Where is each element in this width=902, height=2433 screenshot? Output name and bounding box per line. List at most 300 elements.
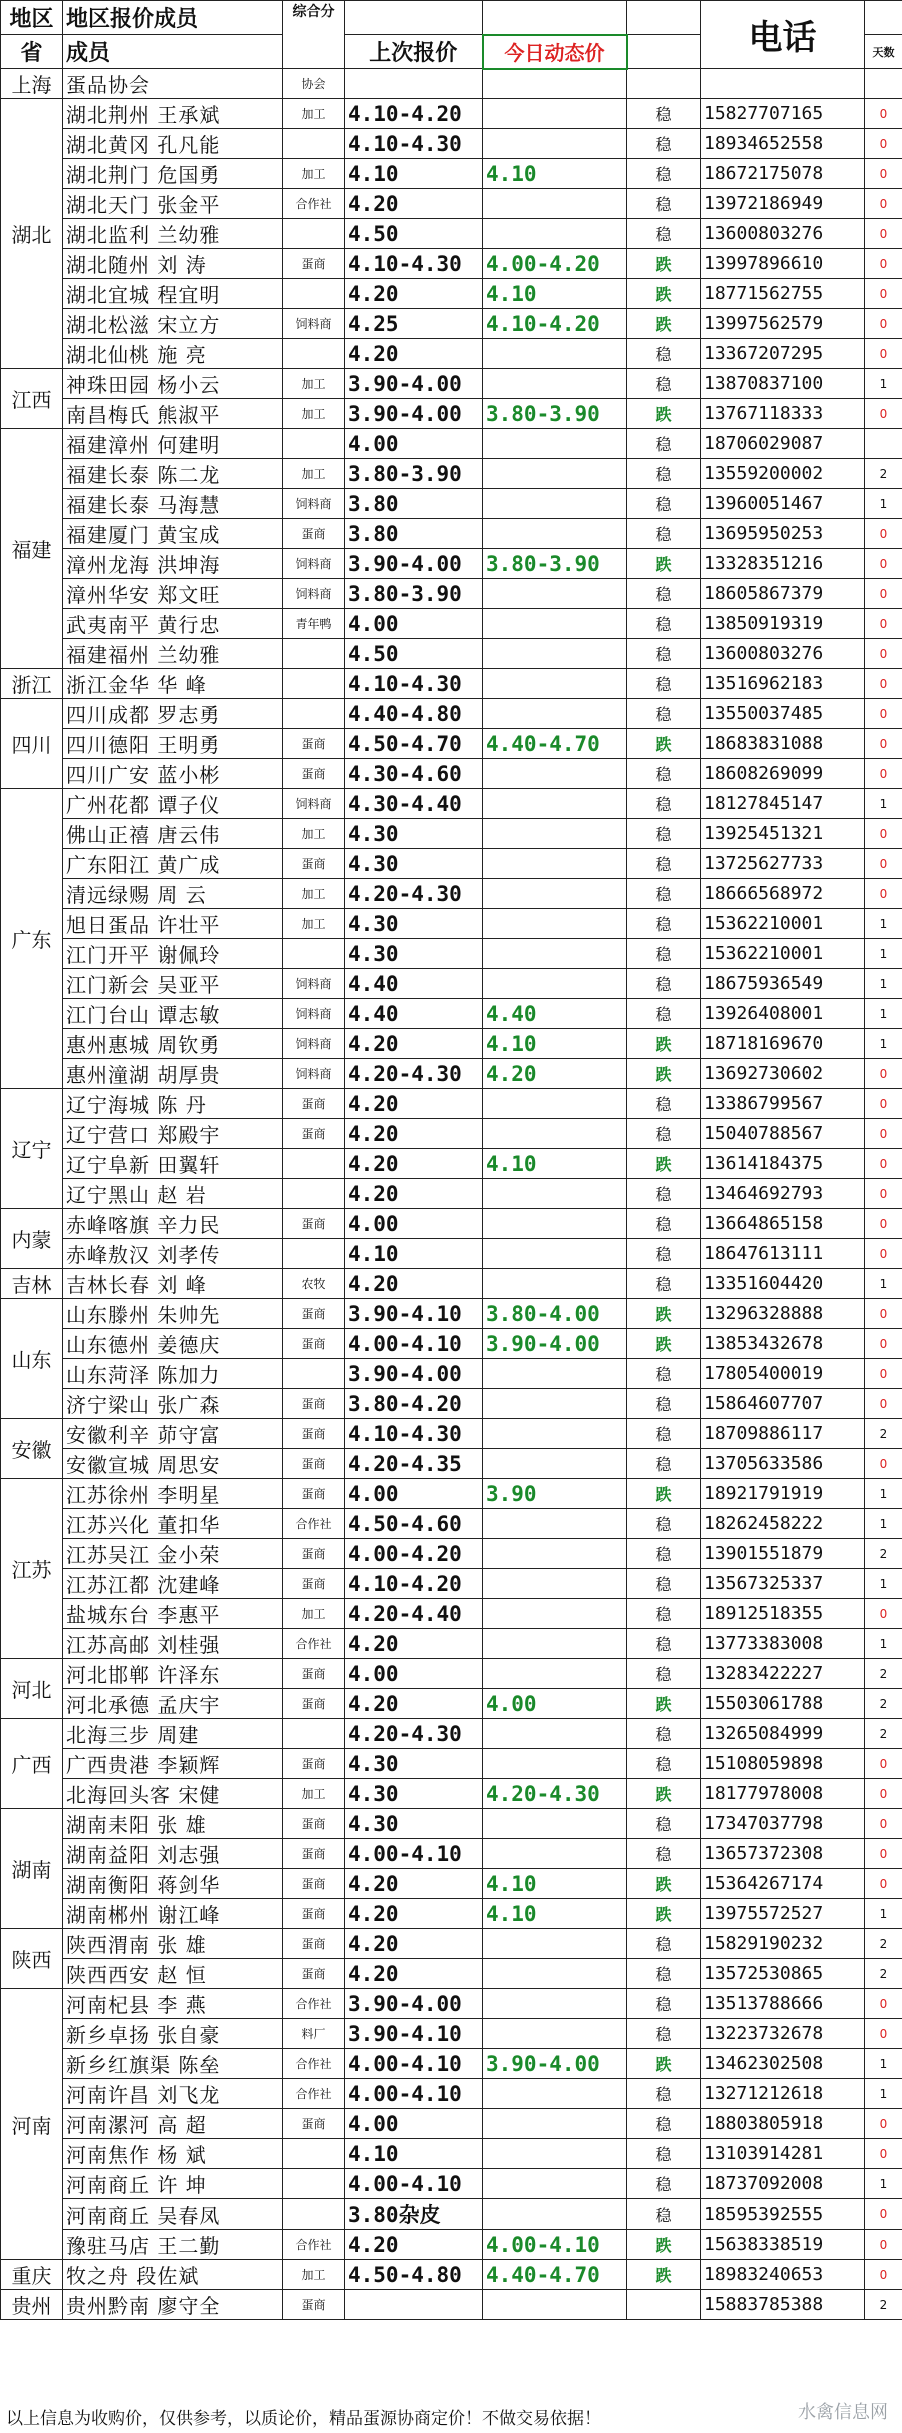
today-price-cell bbox=[483, 2199, 627, 2230]
trend-cell: 稳 bbox=[627, 459, 701, 489]
trend-cell: 稳 bbox=[627, 1659, 701, 1689]
trend-cell: 稳 bbox=[627, 1929, 701, 1959]
member-type-cell: 加工 bbox=[283, 1599, 345, 1629]
days-cell: 1 bbox=[865, 909, 902, 939]
days-cell: 0 bbox=[865, 849, 902, 879]
days-cell: 1 bbox=[865, 2169, 902, 2199]
phone-cell[interactable]: 13464692793 bbox=[701, 1179, 865, 1209]
header-region: 地区 bbox=[1, 1, 63, 35]
last-price-cell: 4.00-4.10 bbox=[345, 2079, 483, 2109]
trend-cell: 稳 bbox=[627, 969, 701, 999]
today-price-cell bbox=[483, 1989, 627, 2019]
trend-cell: 稳 bbox=[627, 1629, 701, 1659]
member-cell: 辽宁营口 郑殿宇 bbox=[63, 1119, 283, 1149]
days-cell: 1 bbox=[865, 369, 902, 399]
today-price-cell bbox=[483, 339, 627, 369]
today-price-cell bbox=[483, 1809, 627, 1839]
member-cell: 湖北黄冈 孔凡能 bbox=[63, 129, 283, 159]
last-price-cell bbox=[345, 2290, 483, 2320]
days-cell: 0 bbox=[865, 549, 902, 579]
member-type-cell: 蛋商 bbox=[283, 759, 345, 789]
today-price-cell bbox=[483, 1509, 627, 1539]
phone-cell[interactable]: 13695950253 bbox=[701, 519, 865, 549]
days-cell: 2 bbox=[865, 2290, 902, 2320]
header-blank-today bbox=[483, 1, 627, 35]
trend-cell: 稳 bbox=[627, 1449, 701, 1479]
today-price-cell: 3.90-4.00 bbox=[483, 2049, 627, 2079]
today-price-cell: 4.00-4.10 bbox=[483, 2230, 627, 2260]
phone-cell[interactable]: 13850919319 bbox=[701, 609, 865, 639]
header-province: 省 bbox=[1, 35, 63, 69]
table-row bbox=[1, 2079, 902, 2109]
trend-cell: 稳 bbox=[627, 1749, 701, 1779]
member-cell: 豫驻马店 王二勤 bbox=[63, 2230, 283, 2260]
phone-cell[interactable]: 13767118333 bbox=[701, 399, 865, 429]
phone-cell[interactable]: 13664865158 bbox=[701, 1209, 865, 1239]
last-price-cell: 4.10 bbox=[345, 159, 483, 189]
trend-cell: 跌 bbox=[627, 1899, 701, 1929]
days-cell: 1 bbox=[865, 1479, 902, 1509]
member-type-cell bbox=[283, 2139, 345, 2169]
phone-cell[interactable]: 13692730602 bbox=[701, 1059, 865, 1089]
member-type-cell bbox=[283, 669, 345, 699]
days-cell: 2 bbox=[865, 1959, 902, 1989]
last-price-cell: 4.20 bbox=[345, 1149, 483, 1179]
last-price-cell: 4.00 bbox=[345, 429, 483, 459]
today-price-cell: 4.10-4.20 bbox=[483, 309, 627, 339]
trend-cell: 稳 bbox=[627, 1959, 701, 1989]
member-type-cell: 蛋商 bbox=[283, 1539, 345, 1569]
phone-cell[interactable]: 13572530865 bbox=[701, 1959, 865, 1989]
last-price-cell: 3.80-3.90 bbox=[345, 459, 483, 489]
today-price-cell bbox=[483, 669, 627, 699]
last-price-cell: 4.30 bbox=[345, 819, 483, 849]
phone-cell[interactable]: 15108059898 bbox=[701, 1749, 865, 1779]
member-cell: 旭日蛋品 许壮平 bbox=[63, 909, 283, 939]
phone-cell[interactable]: 18262458222 bbox=[701, 1509, 865, 1539]
member-cell: 辽宁阜新 田翼轩 bbox=[63, 1149, 283, 1179]
today-price-cell: 4.10 bbox=[483, 1869, 627, 1899]
phone-cell[interactable]: 18912518355 bbox=[701, 1599, 865, 1629]
phone-cell[interactable]: 18921791919 bbox=[701, 1479, 865, 1509]
phone-cell[interactable]: 13513788666 bbox=[701, 1989, 865, 2019]
header-member: 地区报价成员 bbox=[63, 1, 283, 35]
days-cell: 0 bbox=[865, 1179, 902, 1209]
phone-cell[interactable]: 15364267174 bbox=[701, 1869, 865, 1899]
table-row bbox=[1, 2169, 902, 2199]
region-cell: 浙江 bbox=[1, 669, 63, 699]
table-row bbox=[1, 1569, 902, 1599]
member-type-cell: 加工 bbox=[283, 2260, 345, 2290]
last-price-cell: 4.20-4.40 bbox=[345, 1599, 483, 1629]
member-type-cell: 蛋商 bbox=[283, 1449, 345, 1479]
table-row bbox=[1, 1839, 902, 1869]
trend-cell: 稳 bbox=[627, 1419, 701, 1449]
member-type-cell: 蛋商 bbox=[283, 1299, 345, 1329]
today-price-cell bbox=[483, 1659, 627, 1689]
member-cell: 吉林长春 刘 峰 bbox=[63, 1269, 283, 1299]
today-price-cell bbox=[483, 939, 627, 969]
member-type-cell bbox=[283, 429, 345, 459]
member-type-cell bbox=[283, 279, 345, 309]
last-price-cell: 4.30 bbox=[345, 849, 483, 879]
trend-cell: 稳 bbox=[627, 639, 701, 669]
member-type-cell: 加工 bbox=[283, 399, 345, 429]
last-price-cell: 4.20 bbox=[345, 1689, 483, 1719]
days-cell: 0 bbox=[865, 399, 902, 429]
last-price-cell: 4.40 bbox=[345, 999, 483, 1029]
table-row bbox=[1, 909, 902, 939]
today-price-cell bbox=[483, 369, 627, 399]
member-cell: 福建厦门 黄宝成 bbox=[63, 519, 283, 549]
today-price-cell bbox=[483, 639, 627, 669]
phone-cell[interactable]: 13462302508 bbox=[701, 2049, 865, 2079]
table-body bbox=[1, 69, 902, 2320]
table-row bbox=[1, 489, 902, 519]
member-cell: 河北邯郸 许泽东 bbox=[63, 1659, 283, 1689]
phone-cell[interactable]: 18683831088 bbox=[701, 729, 865, 759]
table-row bbox=[1, 1989, 902, 2019]
member-cell: 蛋品协会 bbox=[63, 69, 283, 99]
member-cell: 赤峰喀旗 辛力民 bbox=[63, 1209, 283, 1239]
phone-cell[interactable]: 13559200002 bbox=[701, 459, 865, 489]
member-type-cell: 农牧 bbox=[283, 1269, 345, 1299]
trend-cell: 稳 bbox=[627, 369, 701, 399]
today-price-cell bbox=[483, 1839, 627, 1869]
phone-cell[interactable]: 18666568972 bbox=[701, 879, 865, 909]
trend-cell: 稳 bbox=[627, 579, 701, 609]
days-cell: 2 bbox=[865, 1929, 902, 1959]
table-row bbox=[1, 639, 902, 669]
member-cell: 湖南耒阳 张 雄 bbox=[63, 1809, 283, 1839]
region-cell: 湖南 bbox=[1, 1809, 63, 1929]
trend-cell: 跌 bbox=[627, 1329, 701, 1359]
member-type-cell: 饲料商 bbox=[283, 789, 345, 819]
phone-cell[interactable]: 15503061788 bbox=[701, 1689, 865, 1719]
table-row bbox=[1, 729, 902, 759]
days-cell: 0 bbox=[865, 309, 902, 339]
phone-cell[interactable]: 13975572527 bbox=[701, 1899, 865, 1929]
days-cell: 0 bbox=[865, 1059, 902, 1089]
member-type-cell: 蛋商 bbox=[283, 1089, 345, 1119]
phone-cell[interactable]: 13925451321 bbox=[701, 819, 865, 849]
phone-cell[interactable]: 13265084999 bbox=[701, 1719, 865, 1749]
trend-cell: 稳 bbox=[627, 2019, 701, 2049]
member-cell: 湖北荆州 王承斌 bbox=[63, 99, 283, 129]
phone-cell[interactable]: 13600803276 bbox=[701, 639, 865, 669]
table-row bbox=[1, 1959, 902, 1989]
table-row bbox=[1, 69, 902, 99]
phone-cell[interactable]: 13901551879 bbox=[701, 1539, 865, 1569]
today-price-cell bbox=[483, 969, 627, 999]
phone-cell[interactable]: 13997896610 bbox=[701, 249, 865, 279]
member-cell: 南昌梅氏 熊淑平 bbox=[63, 399, 283, 429]
trend-cell: 跌 bbox=[627, 1869, 701, 1899]
today-price-cell bbox=[483, 189, 627, 219]
phone-cell[interactable]: 18647613111 bbox=[701, 1239, 865, 1269]
last-price-cell: 4.10-4.20 bbox=[345, 1569, 483, 1599]
phone-cell[interactable]: 13614184375 bbox=[701, 1149, 865, 1179]
table-row bbox=[1, 519, 902, 549]
today-price-cell bbox=[483, 99, 627, 129]
today-price-cell bbox=[483, 129, 627, 159]
phone-cell[interactable]: 18983240653 bbox=[701, 2260, 865, 2290]
trend-cell: 稳 bbox=[627, 1239, 701, 1269]
member-type-cell: 合作社 bbox=[283, 2079, 345, 2109]
table-row bbox=[1, 2230, 902, 2260]
phone-cell[interactable]: 15040788567 bbox=[701, 1119, 865, 1149]
phone-cell[interactable]: 13516962183 bbox=[701, 669, 865, 699]
last-price-cell: 4.50-4.60 bbox=[345, 1509, 483, 1539]
phone-cell[interactable]: 15864607707 bbox=[701, 1389, 865, 1419]
days-cell: 1 bbox=[865, 789, 902, 819]
member-type-cell: 蛋商 bbox=[283, 1689, 345, 1719]
member-cell: 广西贵港 李颖辉 bbox=[63, 1749, 283, 1779]
phone-cell[interactable]: 13657372308 bbox=[701, 1839, 865, 1869]
phone-cell[interactable]: 18177978008 bbox=[701, 1779, 865, 1809]
today-price-cell bbox=[483, 2079, 627, 2109]
phone-cell[interactable]: 15362210001 bbox=[701, 909, 865, 939]
today-price-cell bbox=[483, 1359, 627, 1389]
phone-cell[interactable]: 18672175078 bbox=[701, 159, 865, 189]
phone-cell[interactable]: 13705633586 bbox=[701, 1449, 865, 1479]
last-price-cell: 4.20 bbox=[345, 1899, 483, 1929]
days-cell: 0 bbox=[865, 1089, 902, 1119]
phone-cell[interactable]: 18595392555 bbox=[701, 2199, 865, 2230]
member-cell: 河南商丘 许 坤 bbox=[63, 2169, 283, 2199]
phone-cell[interactable]: 13283422227 bbox=[701, 1659, 865, 1689]
trend-cell: 稳 bbox=[627, 429, 701, 459]
member-type-cell bbox=[283, 699, 345, 729]
member-type-cell: 饲料商 bbox=[283, 1029, 345, 1059]
member-type-cell: 加工 bbox=[283, 909, 345, 939]
trend-cell: 稳 bbox=[627, 1989, 701, 2019]
table-row bbox=[1, 369, 902, 399]
last-price-cell: 4.50 bbox=[345, 639, 483, 669]
last-price-cell: 4.00 bbox=[345, 1659, 483, 1689]
member-cell: 陕西西安 赵 恒 bbox=[63, 1959, 283, 1989]
days-cell: 0 bbox=[865, 2260, 902, 2290]
days-cell: 0 bbox=[865, 249, 902, 279]
phone-cell[interactable]: 18709886117 bbox=[701, 1419, 865, 1449]
days-cell: 2 bbox=[865, 1719, 902, 1749]
phone-cell[interactable]: 18803805918 bbox=[701, 2109, 865, 2139]
today-price-cell bbox=[483, 909, 627, 939]
phone-cell[interactable]: 18706029087 bbox=[701, 429, 865, 459]
table-row bbox=[1, 1629, 902, 1659]
trend-cell: 稳 bbox=[627, 1179, 701, 1209]
phone-cell[interactable]: 17805400019 bbox=[701, 1359, 865, 1389]
last-price-cell: 4.00 bbox=[345, 2109, 483, 2139]
days-cell: 1 bbox=[865, 999, 902, 1029]
table-row bbox=[1, 1689, 902, 1719]
phone-cell[interactable]: 15362210001 bbox=[701, 939, 865, 969]
phone-cell[interactable]: 18737092008 bbox=[701, 2169, 865, 2199]
trend-cell: 跌 bbox=[627, 399, 701, 429]
trend-cell: 跌 bbox=[627, 1299, 701, 1329]
today-price-cell: 4.40 bbox=[483, 999, 627, 1029]
phone-cell[interactable]: 13103914281 bbox=[701, 2139, 865, 2169]
last-price-cell: 4.20 bbox=[345, 1869, 483, 1899]
member-type-cell bbox=[283, 1719, 345, 1749]
table-row bbox=[1, 159, 902, 189]
phone-cell[interactable]: 18675936549 bbox=[701, 969, 865, 999]
days-cell: 1 bbox=[865, 1029, 902, 1059]
phone-cell[interactable]: 13328351216 bbox=[701, 549, 865, 579]
table-row bbox=[1, 1869, 902, 1899]
phone-cell[interactable]: 13386799567 bbox=[701, 1089, 865, 1119]
phone-cell[interactable]: 15883785388 bbox=[701, 2290, 865, 2320]
today-price-cell: 4.20-4.30 bbox=[483, 1779, 627, 1809]
member-cell: 广东阳江 黄广成 bbox=[63, 849, 283, 879]
days-cell: 0 bbox=[865, 1989, 902, 2019]
member-type-cell: 饲料商 bbox=[283, 549, 345, 579]
member-type-cell: 饲料商 bbox=[283, 999, 345, 1029]
phone-cell[interactable]: 18127845147 bbox=[701, 789, 865, 819]
phone-cell[interactable]: 15827707165 bbox=[701, 99, 865, 129]
last-price-cell: 4.20 bbox=[345, 1029, 483, 1059]
phone-cell[interactable]: 15638338519 bbox=[701, 2230, 865, 2260]
phone-cell[interactable]: 13367207295 bbox=[701, 339, 865, 369]
member-cell: 湖北仙桃 施 亮 bbox=[63, 339, 283, 369]
trend-cell: 稳 bbox=[627, 909, 701, 939]
phone-cell[interactable]: 15829190232 bbox=[701, 1929, 865, 1959]
phone-cell[interactable]: 13853432678 bbox=[701, 1329, 865, 1359]
member-cell: 江门台山 谭志敏 bbox=[63, 999, 283, 1029]
last-price-cell: 4.10 bbox=[345, 2139, 483, 2169]
phone-cell[interactable]: 13567325337 bbox=[701, 1569, 865, 1599]
days-cell: 0 bbox=[865, 339, 902, 369]
region-cell: 广西 bbox=[1, 1719, 63, 1809]
trend-cell: 稳 bbox=[627, 1119, 701, 1149]
phone-cell[interactable]: 13725627733 bbox=[701, 849, 865, 879]
member-type-cell bbox=[283, 219, 345, 249]
last-price-cell: 4.20 bbox=[345, 1959, 483, 1989]
member-cell: 福建长泰 马海慧 bbox=[63, 489, 283, 519]
phone-cell[interactable]: 13223732678 bbox=[701, 2019, 865, 2049]
phone-cell[interactable]: 13296328888 bbox=[701, 1299, 865, 1329]
phone-cell[interactable]: 13997562579 bbox=[701, 309, 865, 339]
table-row bbox=[1, 1299, 902, 1329]
table-row bbox=[1, 1719, 902, 1749]
today-price-cell: 4.10 bbox=[483, 1149, 627, 1179]
member-cell: 江苏兴化 董扣华 bbox=[63, 1509, 283, 1539]
phone-cell[interactable]: 13550037485 bbox=[701, 699, 865, 729]
table-row bbox=[1, 2199, 902, 2230]
member-type-cell: 合作社 bbox=[283, 1629, 345, 1659]
phone-cell[interactable]: 18771562755 bbox=[701, 279, 865, 309]
trend-cell: 稳 bbox=[627, 2079, 701, 2109]
phone-cell[interactable]: 18934652558 bbox=[701, 129, 865, 159]
phone-cell[interactable]: 18718169670 bbox=[701, 1029, 865, 1059]
today-price-cell bbox=[483, 879, 627, 909]
phone-cell[interactable] bbox=[701, 69, 865, 99]
table-row bbox=[1, 1089, 902, 1119]
table-row bbox=[1, 2290, 902, 2320]
table-row bbox=[1, 999, 902, 1029]
member-type-cell: 蛋商 bbox=[283, 1569, 345, 1599]
member-type-cell: 合作社 bbox=[283, 2049, 345, 2079]
trend-cell: 稳 bbox=[627, 789, 701, 819]
region-cell: 山东 bbox=[1, 1299, 63, 1419]
member-cell: 安徽宣城 周思安 bbox=[63, 1449, 283, 1479]
trend-cell: 稳 bbox=[627, 1089, 701, 1119]
days-cell: 2 bbox=[865, 459, 902, 489]
header-today-price: 今日动态价 bbox=[483, 35, 627, 69]
member-cell: 四川广安 蓝小彬 bbox=[63, 759, 283, 789]
table-row bbox=[1, 759, 902, 789]
member-cell: 贵州黔南 廖守全 bbox=[63, 2290, 283, 2320]
phone-cell[interactable]: 13773383008 bbox=[701, 1629, 865, 1659]
last-price-cell: 4.30 bbox=[345, 909, 483, 939]
today-price-cell: 4.10 bbox=[483, 1029, 627, 1059]
phone-cell[interactable]: 13960051467 bbox=[701, 489, 865, 519]
table-row bbox=[1, 279, 902, 309]
last-price-cell: 4.20 bbox=[345, 1089, 483, 1119]
days-cell: 0 bbox=[865, 1839, 902, 1869]
phone-cell[interactable]: 13271212618 bbox=[701, 2079, 865, 2109]
member-type-cell: 加工 bbox=[283, 819, 345, 849]
member-cell: 河南焦作 杨 斌 bbox=[63, 2139, 283, 2169]
member-cell: 四川德阳 王明勇 bbox=[63, 729, 283, 759]
table-row bbox=[1, 399, 902, 429]
trend-cell: 跌 bbox=[627, 1029, 701, 1059]
today-price-cell: 4.10 bbox=[483, 279, 627, 309]
table-row bbox=[1, 699, 902, 729]
days-cell: 0 bbox=[865, 129, 902, 159]
last-price-cell: 4.30 bbox=[345, 1779, 483, 1809]
phone-cell[interactable]: 13351604420 bbox=[701, 1269, 865, 1299]
today-price-cell bbox=[483, 2139, 627, 2169]
last-price-cell: 4.40 bbox=[345, 969, 483, 999]
today-price-cell bbox=[483, 1629, 627, 1659]
trend-cell: 稳 bbox=[627, 1209, 701, 1239]
region-cell: 吉林 bbox=[1, 1269, 63, 1299]
today-price-cell bbox=[483, 579, 627, 609]
today-price-cell: 3.80-3.90 bbox=[483, 549, 627, 579]
phone-cell[interactable]: 13926408001 bbox=[701, 999, 865, 1029]
today-price-cell: 3.80-4.00 bbox=[483, 1299, 627, 1329]
today-price-cell: 4.20 bbox=[483, 1059, 627, 1089]
phone-cell[interactable]: 13972186949 bbox=[701, 189, 865, 219]
trend-cell: 稳 bbox=[627, 1839, 701, 1869]
trend-cell: 稳 bbox=[627, 879, 701, 909]
member-cell: 湖北天门 张金平 bbox=[63, 189, 283, 219]
trend-cell: 稳 bbox=[627, 159, 701, 189]
member-type-cell: 蛋商 bbox=[283, 1959, 345, 1989]
member-type-cell: 蛋商 bbox=[283, 1749, 345, 1779]
trend-cell: 稳 bbox=[627, 849, 701, 879]
today-price-cell bbox=[483, 69, 627, 99]
phone-cell[interactable]: 13870837100 bbox=[701, 369, 865, 399]
phone-cell[interactable]: 17347037798 bbox=[701, 1809, 865, 1839]
member-cell: 济宁梁山 张广森 bbox=[63, 1389, 283, 1419]
table-row bbox=[1, 1059, 902, 1089]
member-cell: 新乡红旗渠 陈垒 bbox=[63, 2049, 283, 2079]
phone-cell[interactable]: 18605867379 bbox=[701, 579, 865, 609]
days-cell: 0 bbox=[865, 279, 902, 309]
header-blank-trend bbox=[627, 1, 701, 35]
trend-cell: 稳 bbox=[627, 699, 701, 729]
last-price-cell: 4.30 bbox=[345, 939, 483, 969]
phone-cell[interactable]: 13600803276 bbox=[701, 219, 865, 249]
member-type-cell: 加工 bbox=[283, 369, 345, 399]
member-type-cell bbox=[283, 2169, 345, 2199]
trend-cell: 稳 bbox=[627, 759, 701, 789]
today-price-cell: 4.40-4.70 bbox=[483, 2260, 627, 2290]
table-row bbox=[1, 789, 902, 819]
phone-cell[interactable]: 18608269099 bbox=[701, 759, 865, 789]
